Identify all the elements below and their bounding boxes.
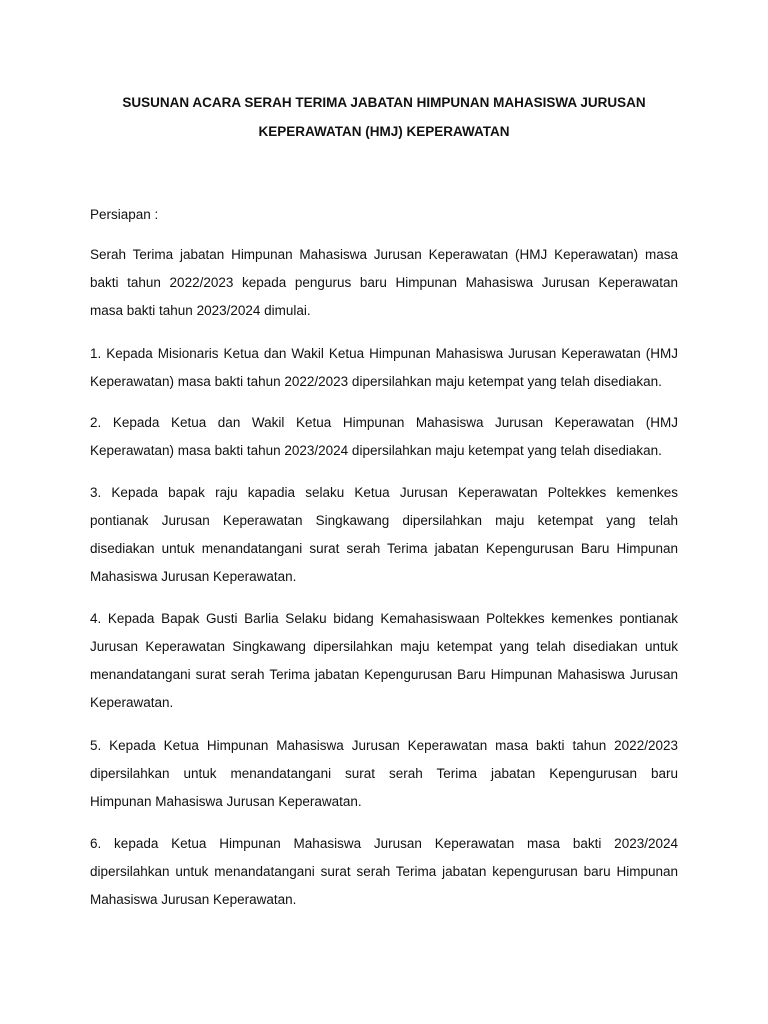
paragraph-line: masa bakti tahun 2023/2024 dimulai.	[90, 303, 311, 318]
intro-paragraph	[90, 241, 678, 325]
paragraph-line: Serah Terima jabatan Himpunan Mahasiswa Jurusan Keperawatan (HMJ Keperawatan) masa	[90, 247, 678, 262]
paragraph-line: Mahasiswa Jurusan Keperawatan.	[90, 569, 297, 584]
paragraph-line: Keperawatan.	[90, 695, 174, 710]
paragraph-line: pontianak Jurusan Keperawatan Singkawang dipersilahkan maju ketempat yang telah	[90, 513, 678, 528]
list-item-1	[90, 340, 678, 396]
paragraph-line: 5. Kepada Ketua Himpunan Mahasiswa Jurusan Keperawatan masa bakti tahun 2022/2023	[90, 738, 678, 753]
paragraph-line: dipersilahkan untuk menandatangani surat serah Terima jabatan kepengurusan baru Himpunan	[90, 864, 678, 879]
list-item-2	[90, 409, 678, 465]
paragraph-line: disediakan untuk menandatangani surat serah Terima jabatan Kepengurusan Baru Himpunan	[90, 541, 678, 556]
paragraph-line: 3. Kepada bapak raju kapadia selaku Ketua Jurusan Keperawatan Poltekkes kemenkes	[90, 485, 678, 500]
paragraph-line: dipersilahkan untuk menandatangani surat serah Terima jabatan Kepengurusan baru	[90, 766, 678, 781]
paragraph-line: 6. kepada Ketua Himpunan Mahasiswa Jurusan Keperawatan masa bakti 2023/2024	[90, 836, 678, 851]
paragraph-line: bakti tahun 2022/2023 kepada pengurus baru Himpunan Mahasiswa Jurusan Keperawatan	[90, 275, 678, 290]
paragraph-line: menandatangani surat serah Terima jabatan Kepengurusan Baru Himpunan Mahasiswa Jurusan	[90, 667, 678, 682]
document-title-line-1: SUSUNAN ACARA SERAH TERIMA JABATAN HIMPUNAN MAHASISWA JURUSAN	[122, 95, 646, 110]
paragraph-line: 2. Kepada Ketua dan Wakil Ketua Himpunan Mahasiswa Jurusan Keperawatan (HMJ	[90, 415, 678, 430]
document-title-line-2: KEPERAWATAN (HMJ) KEPERAWATAN	[258, 124, 510, 139]
persiapan-label: Persiapan :	[90, 207, 159, 222]
paragraph-line: 4. Kepada Bapak Gusti Barlia Selaku bidang Kemahasiswaan Poltekkes kemenkes pontianak	[90, 611, 678, 626]
paragraph-line: 1. Kepada Misionaris Ketua dan Wakil Ketua Himpunan Mahasiswa Jurusan Keperawatan (HMJ	[90, 346, 678, 361]
list-item-3	[90, 479, 678, 591]
list-item-4	[90, 605, 678, 717]
paragraph-line: Keperawatan) masa bakti tahun 2023/2024 dipersilahkan maju ketempat yang telah disediakan.	[90, 443, 662, 458]
paragraph-line: Jurusan Keperawatan Singkawang dipersilahkan maju ketempat yang telah disediakan untuk	[90, 639, 678, 654]
paragraph-line: Keperawatan) masa bakti tahun 2022/2023 dipersilahkan maju ketempat yang telah disediakan.	[90, 374, 662, 389]
list-item-5	[90, 732, 678, 816]
list-item-6	[90, 830, 678, 914]
paragraph-line: Mahasiswa Jurusan Keperawatan.	[90, 892, 297, 907]
paragraph-line: Himpunan Mahasiswa Jurusan Keperawatan.	[90, 794, 362, 809]
